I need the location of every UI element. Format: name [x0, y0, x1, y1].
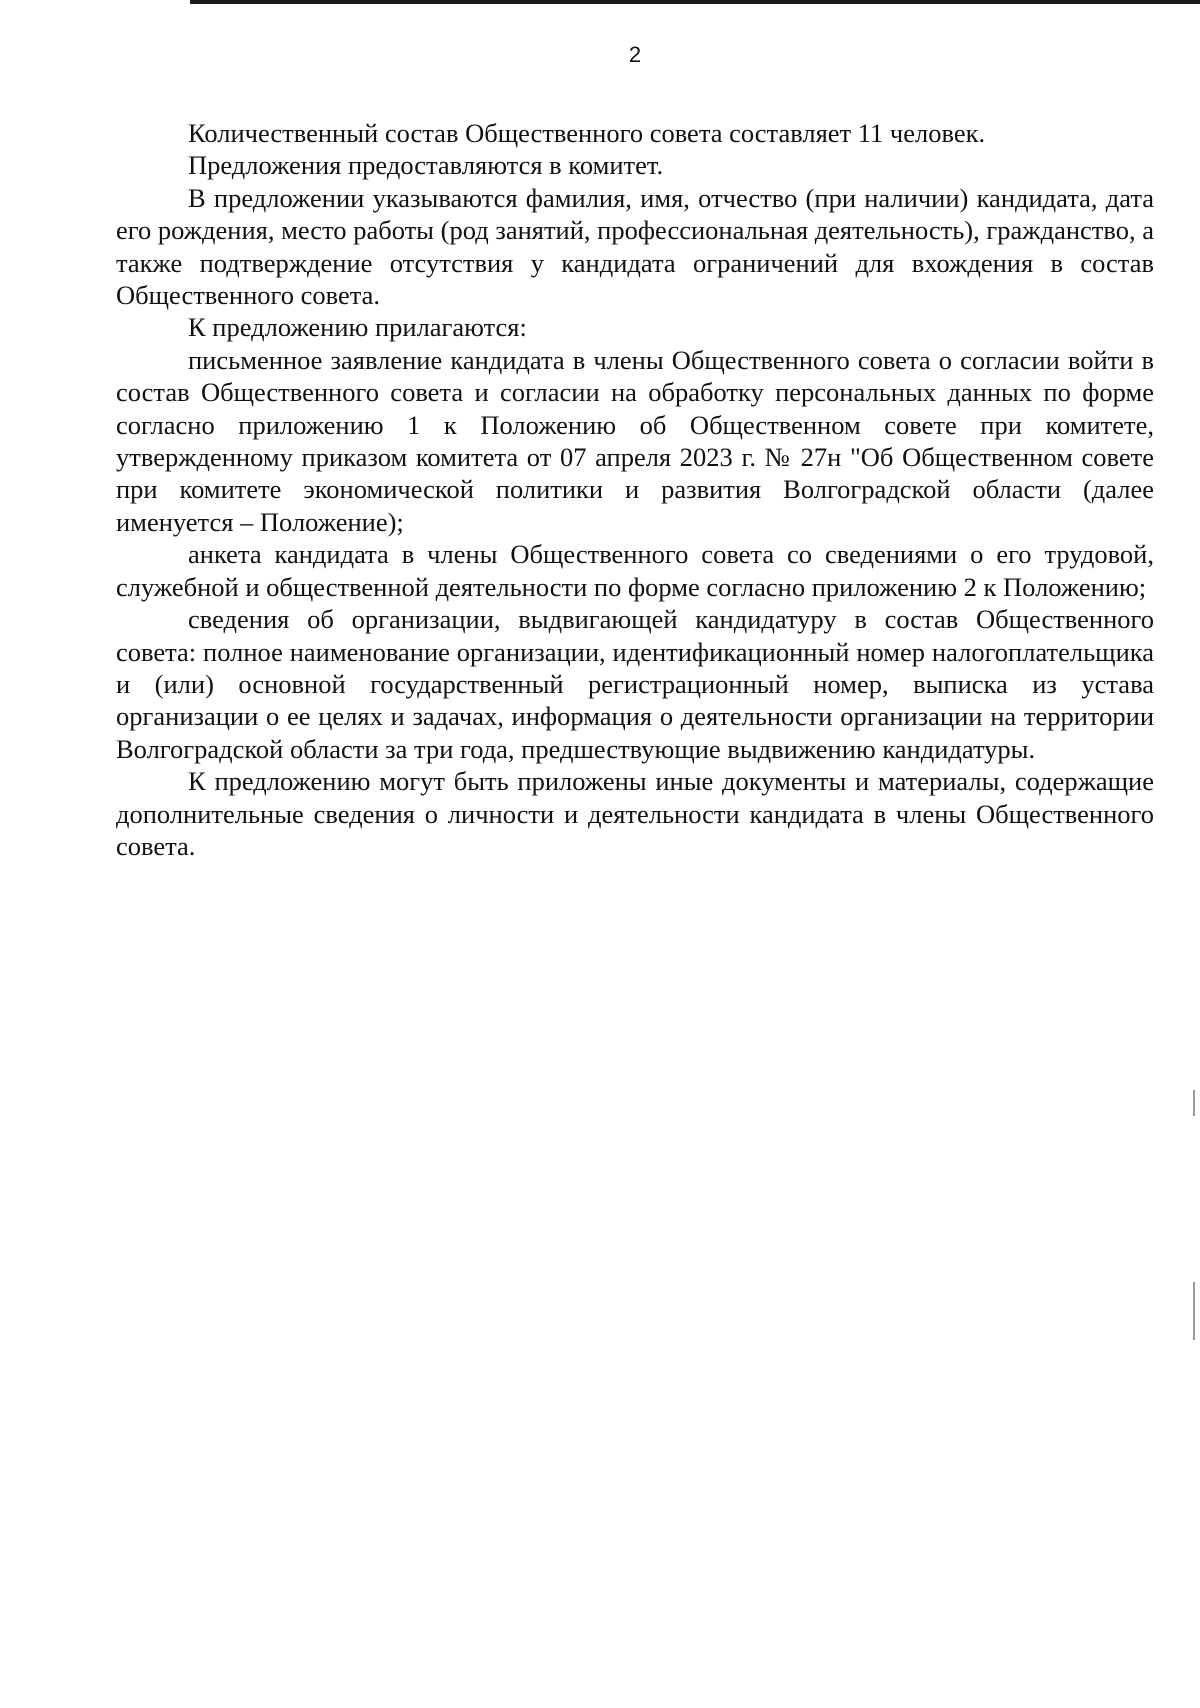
paragraph-submission: Предложения предоставляются в комитет.	[188, 150, 664, 181]
paragraph-proposal-contents: В предложении указываются фамилия, имя, отчество (при наличии) кандидата, дата его рождения, место работы (род занятий, профессиональная деятельность), гражданство, а также подтверждение отсутствия у кандидата ограничений для вхождения в состав Общественного совета.	[116, 182, 1154, 311]
paragraph-council-size: Количественный состав Общественного совета составляет 11 человек.	[188, 118, 986, 148]
scan-edge-artifact	[1193, 1282, 1195, 1340]
paragraph-attachments-heading: К предложению прилагаются:	[188, 312, 527, 343]
page-number: 2	[628, 42, 642, 67]
scan-edge-artifact	[1193, 1090, 1195, 1116]
paragraph-organization-info: сведения об организации, выдвигающей кандидатуру в состав Общественного совета: полное наименование организации, идентификационный номер налогоплательщика и (или) основной государственный регистрационный номер, выписка из устава организации о ее целях и задачах, информация о деятельности организации на территории Волгоградской области за три года, предшествующие выдвижению кандидатуры.	[116, 604, 1154, 764]
paragraph-candidate-questionnaire: анкета кандидата в члены Общественного совета со сведениями о его трудовой, служебной и общественной деятельности по форме согласно приложению 2 к Положению;	[116, 539, 1154, 602]
scan-top-border	[190, 0, 1200, 4]
paragraph-written-application: письменное заявление кандидата в члены Общественного совета о согласии войти в состав Общественного совета и согласии на обработку персональных данных по форме согласно приложению 1 к Положению об Общественном совете при комитете, утвержденному приказом комитета от 07 апреля 2023 г. № 27н "Об Общественном совете при комитете экономической политики и развития Волгоградской области (далее именуется – Положение);	[116, 344, 1154, 537]
document-body	[116, 117, 1154, 862]
paragraph-additional-materials: К предложению могут быть приложены иные документы и материалы, содержащие дополнительные сведения о личности и деятельности кандидата в члены Общественного совета.	[116, 766, 1154, 861]
